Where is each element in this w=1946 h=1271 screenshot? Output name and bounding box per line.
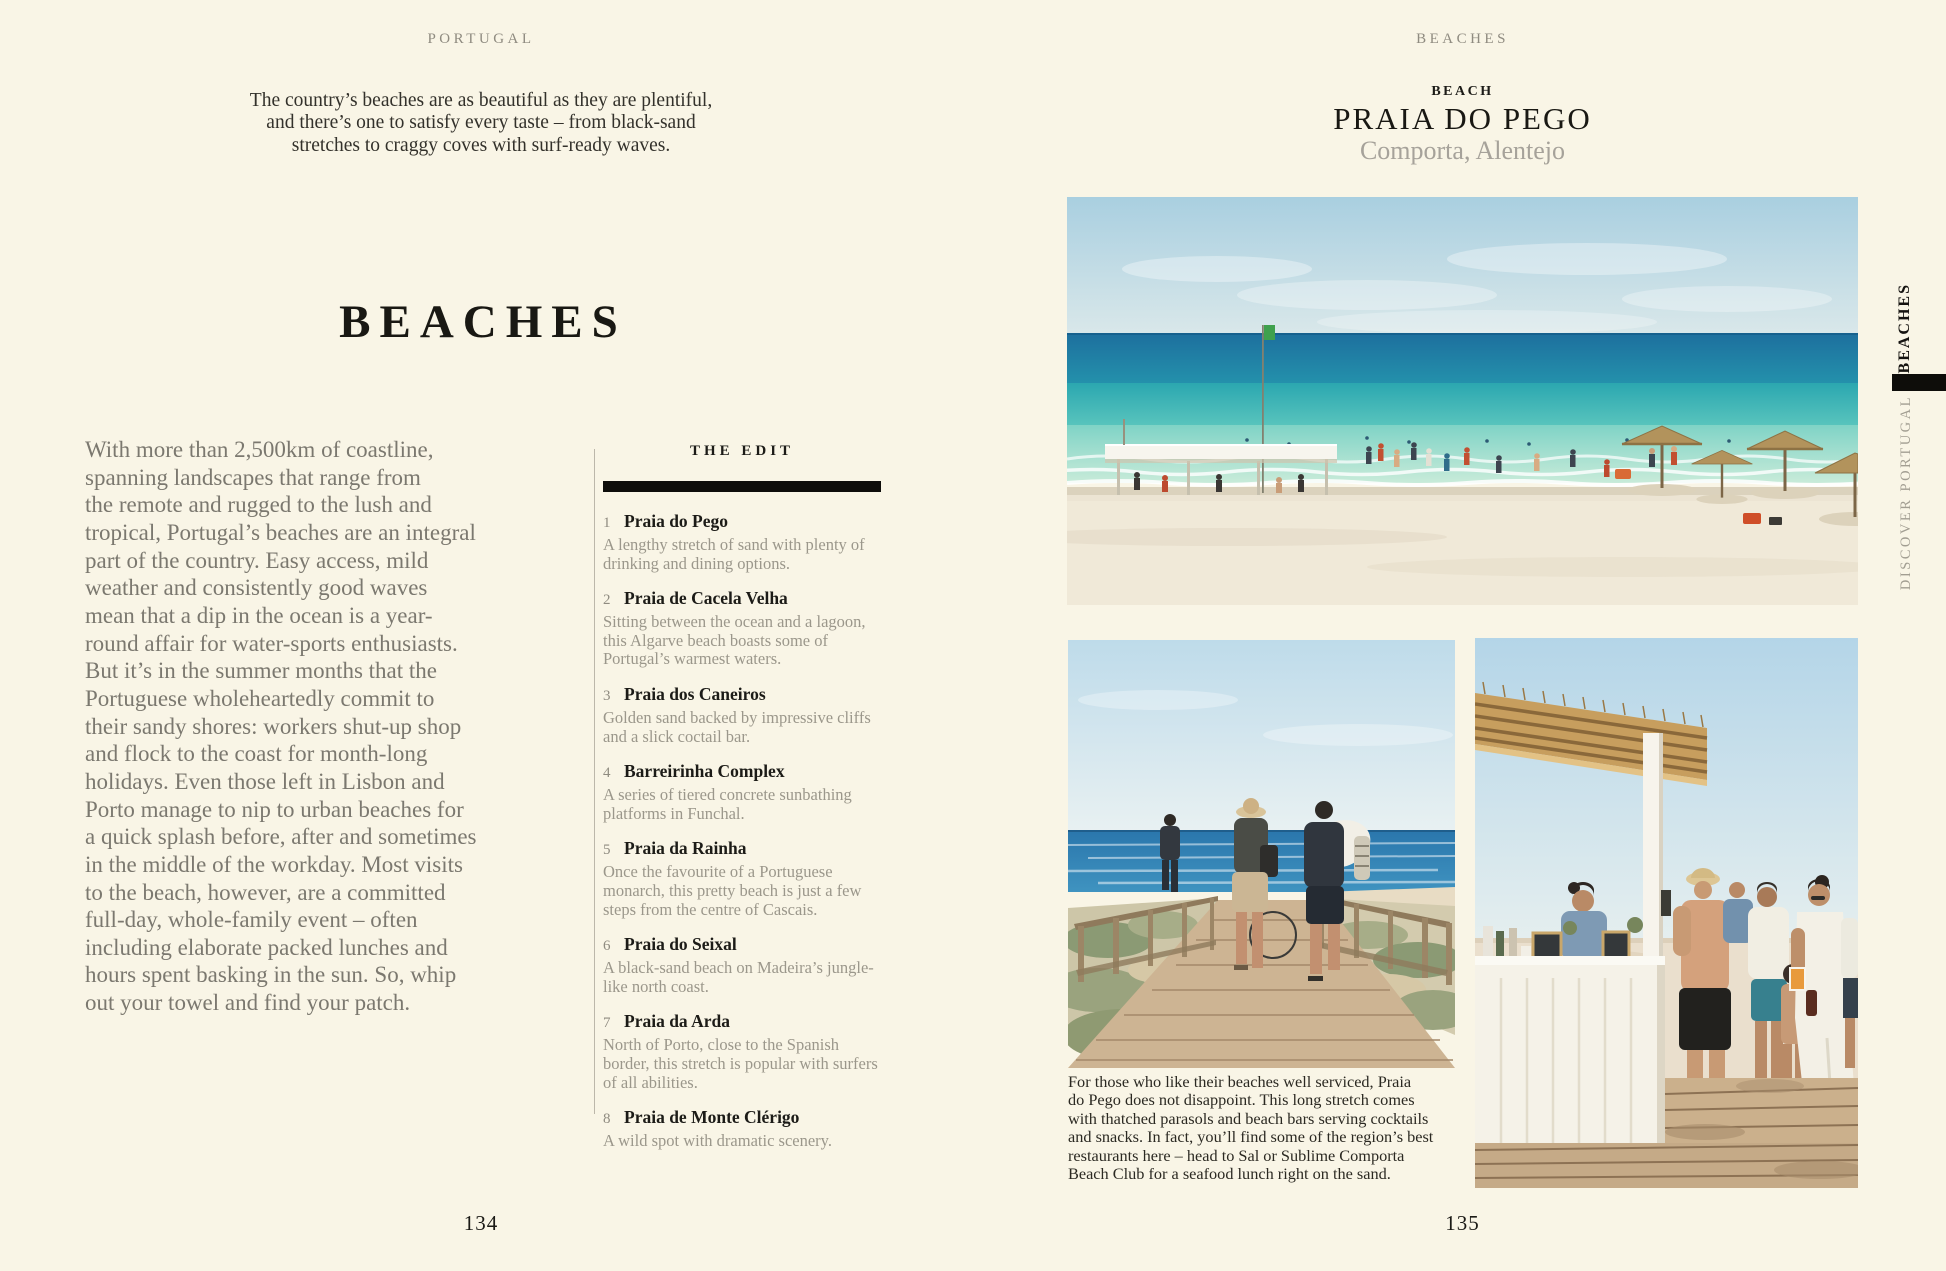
edit-item [603, 1010, 881, 1092]
caption-line: Beach Club for a seafood lunch right on the sand. [1068, 1164, 1391, 1184]
body-line: in the middle of the workday. Most visits [85, 851, 463, 877]
page-number-left: 134 [463, 1211, 499, 1235]
beach-panorama-illustration [1067, 197, 1858, 605]
photo-boardwalk [1068, 640, 1455, 1068]
body-line: Portuguese wholeheartedly commit to [85, 685, 435, 711]
body-line: hours spent basking in the sun. So, whip [85, 962, 457, 988]
body-line: Porto manage to nip to urban beaches for [85, 796, 464, 822]
photo-caption [1068, 1073, 1468, 1183]
edit-item-name: Praia do Pego [624, 511, 729, 531]
caption-line: restaurants here – head to Sal or Sublime Comporta [1068, 1145, 1405, 1165]
beach-bar-illustration [1475, 638, 1858, 1188]
column-divider [594, 449, 595, 1114]
edit-item [603, 760, 881, 823]
edit-item-desc: A series of tiered concrete sunbathing platforms in Funchal. [603, 785, 852, 823]
caption-line: For those who like their beaches well serviced, Praia [1068, 1072, 1412, 1091]
edit-item [603, 933, 881, 996]
edit-item-number: 2 [603, 592, 611, 609]
boardwalk-illustration [1068, 640, 1455, 1068]
running-head-right: BEACHES [1416, 31, 1509, 47]
caption-line: do Pego does not disappoint. This long stretch comes [1068, 1090, 1415, 1110]
spine-tab-chapter: BEACHES [1896, 283, 1913, 374]
walker-striped-shirt [1354, 836, 1370, 880]
feature-kicker: BEACH [1431, 84, 1494, 99]
body-line: weather and consistently good waves [85, 575, 428, 601]
caption-line: and snacks. In fact, you’ll find some of the region’s best [1068, 1127, 1434, 1147]
body-line: With more than 2,500km of coastline, [85, 437, 434, 462]
body-line: spanning landscapes that range from [85, 464, 421, 490]
intro-text [81, 90, 881, 157]
edit-list [603, 510, 881, 1151]
edit-item-number: 3 [603, 687, 611, 704]
intro-line: The country’s beaches are as beautiful as they are plentiful, [249, 90, 713, 111]
body-line: mean that a dip in the ocean is a year- [85, 602, 433, 628]
edit-item-desc: Once the favourite of a Portuguese monarch, this pretty beach is just a few steps from the centre of Cascais. [603, 862, 862, 919]
edit-item-name: Praia de Monte Clérigo [624, 1107, 800, 1128]
body-line: part of the country. Easy access, mild [85, 547, 429, 573]
edit-rule [603, 481, 881, 492]
body-line: But it’s in the summer months that the [85, 658, 438, 684]
edit-item [603, 683, 881, 746]
the-edit-panel [603, 443, 881, 1165]
chapter-title: BEACHES [339, 296, 627, 348]
edit-item-desc: North of Porto, close to the Spanish border, this stretch is popular with surfers of all abilities. [603, 1035, 878, 1092]
page-number-right: 135 [1445, 1211, 1480, 1235]
body-line: their sandy shores: workers shut-up shop [85, 713, 462, 739]
edit-item [603, 510, 881, 573]
feature-title: PRAIA DO PEGO [1333, 101, 1592, 136]
edit-item-number: 4 [603, 765, 611, 782]
edit-item [603, 587, 881, 669]
body-line: holidays. Even those left in Lisbon and [85, 768, 445, 794]
edit-item-number: 8 [603, 1111, 611, 1128]
caption-line: with thatched parasols and beach bars serving cocktails [1068, 1108, 1429, 1128]
edit-item-name: Praia de Cacela Velha [624, 588, 788, 609]
photo-beach-panorama [1067, 197, 1858, 605]
edit-item-name: Barreirinha Complex [624, 761, 785, 782]
intro-line: stretches to craggy coves with surf-ready waves. [291, 134, 671, 156]
spine-tab-marker [1892, 374, 1946, 391]
body-line: out your towel and find your patch. [85, 990, 411, 1016]
spine-tab-section: DISCOVER PORTUGAL [1898, 395, 1914, 591]
edit-item-name: Praia dos Caneiros [624, 683, 766, 704]
edit-heading: THE EDIT [689, 443, 795, 459]
edit-item-name: Praia da Rainha [624, 838, 747, 859]
edit-item [603, 1106, 881, 1151]
body-line: tropical, Portugal’s beaches are an integral [85, 519, 476, 545]
edit-item-desc: Sitting between the ocean and a lagoon, this Algarve beach boasts some of Portugal’s warmest waters. [603, 612, 866, 669]
edit-item-number: 7 [603, 1015, 611, 1032]
body-line: full-day, whole-family event – often [85, 907, 418, 933]
edit-item-name: Praia do Seixal [624, 934, 737, 955]
body-line: to the beach, however, are a committed [85, 879, 446, 905]
edit-item-desc: A lengthy stretch of sand with plenty of drinking and dining options. [603, 535, 865, 573]
body-line: a quick splash before, after and sometimes [85, 824, 477, 850]
intro-line: and there’s one to satisfy every taste – from black-sand [266, 112, 696, 134]
edit-item-number: 1 [603, 515, 611, 531]
edit-item-desc: A black-sand beach on Madeira’s jungle-like north coast. [603, 958, 874, 996]
photo-beach-bar [1475, 638, 1858, 1188]
body-line: round affair for water-sports enthusiasts. [85, 630, 458, 656]
hanging-menu [1661, 890, 1671, 916]
body-line: and flock to the coast for month-long [85, 741, 428, 767]
feature-subtitle: Comporta, Alentejo [1359, 136, 1566, 165]
body-line: including elaborate packed lunches and [85, 934, 448, 960]
edit-item-name: Praia da Arda [624, 1011, 730, 1032]
edit-item-desc: Golden sand backed by impressive cliffs and a slick coctail bar. [603, 707, 871, 746]
body-text [85, 436, 605, 1017]
edit-item-desc: A wild spot with dramatic scenery. [603, 1131, 832, 1151]
edit-item-number: 5 [603, 842, 611, 859]
edit-item [603, 837, 881, 919]
body-line: the remote and rugged to the lush and [85, 492, 432, 518]
edit-item-number: 6 [603, 938, 611, 955]
running-head-left: PORTUGAL [427, 31, 535, 47]
